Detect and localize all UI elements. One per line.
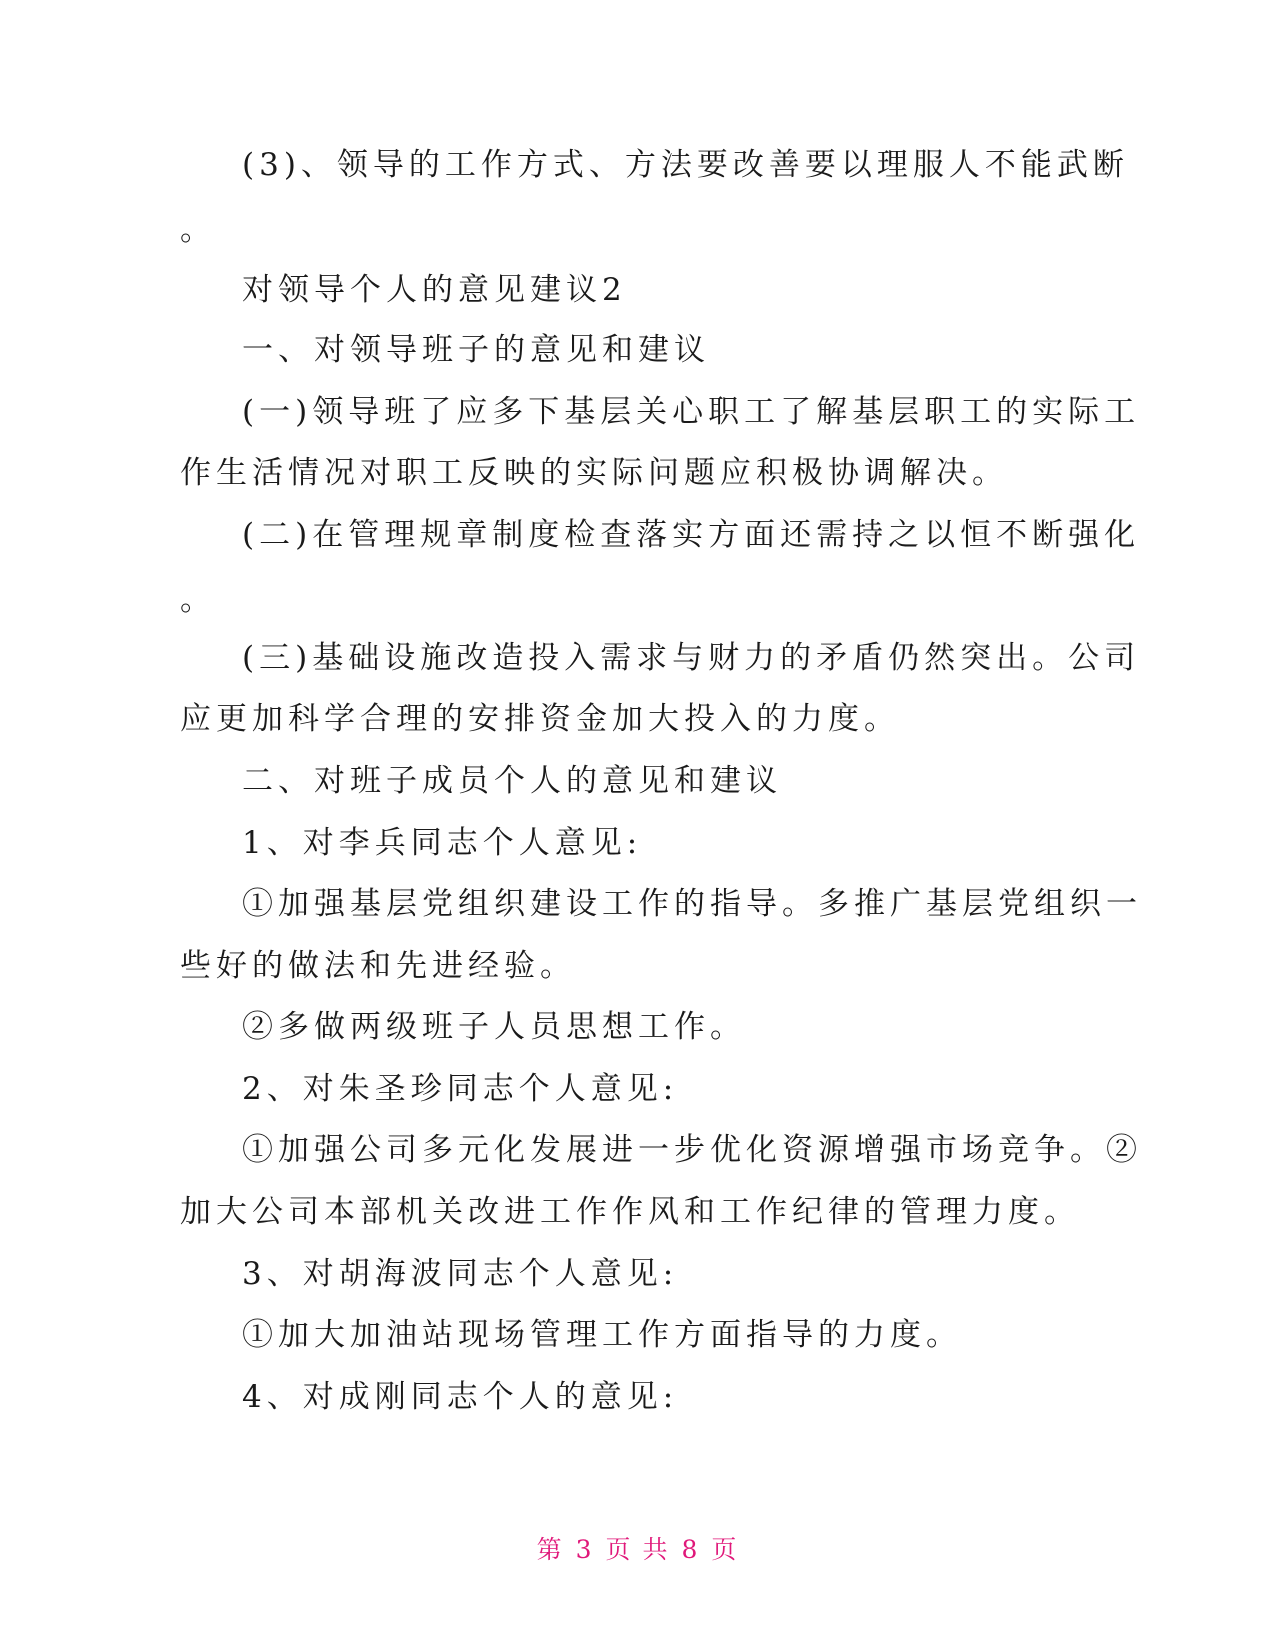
paragraph-line: ①加强基层党组织建设工作的指导。多推广基层党组织一	[242, 886, 1142, 922]
footer-mid: 页 共	[605, 1535, 670, 1564]
paragraph-line: ①加大加油站现场管理工作方面指导的力度。	[242, 1317, 962, 1353]
footer-prefix: 第	[536, 1535, 564, 1564]
paragraph-line: ②多做两级班子人员思想工作。	[242, 1009, 746, 1045]
footer-suffix: 页	[711, 1535, 739, 1564]
page-footer	[0, 1533, 1275, 1567]
paragraph-line: 加大公司本部机关改进工作作风和工作纪律的管理力度。	[180, 1194, 1080, 1230]
paragraph-line: 作生活情况对职工反映的实际问题应积极协调解决。	[180, 455, 1008, 491]
paragraph-line: (三)基础设施改造投入需求与财力的矛盾仍然突出。公司	[242, 640, 1141, 676]
paragraph-line: ①加强公司多元化发展进一步优化资源增强市场竞争。②	[242, 1132, 1142, 1168]
paragraph-line: 应更加科学合理的安排资金加大投入的力度。	[180, 701, 900, 737]
current-page-number: 3	[575, 1535, 594, 1564]
section-heading: 一、对领导班子的意见和建议	[242, 332, 710, 368]
paragraph-line: 些好的做法和先进经验。	[180, 948, 576, 984]
paragraph-line: (二)在管理规章制度检查落实方面还需持之以恒不断强化	[242, 517, 1141, 553]
section-heading: 二、对班子成员个人的意见和建议	[242, 763, 782, 799]
paragraph-line: 。	[180, 582, 216, 618]
section-heading: 对领导个人的意见建议2	[242, 272, 627, 308]
list-heading: 3、对胡海波同志个人意见:	[242, 1256, 679, 1292]
paragraph-line: (3)、领导的工作方式、方法要改善要以理服人不能武断	[242, 147, 1129, 183]
list-heading: 2、对朱圣珍同志个人意见:	[242, 1071, 679, 1107]
list-heading: 4、对成刚同志个人的意见:	[242, 1379, 679, 1415]
list-heading: 1、对李兵同志个人意见:	[242, 825, 643, 861]
paragraph-line: 。	[180, 212, 216, 248]
paragraph-line: (一)领导班了应多下基层关心职工了解基层职工的实际工	[242, 394, 1141, 430]
total-page-number: 8	[681, 1535, 700, 1564]
